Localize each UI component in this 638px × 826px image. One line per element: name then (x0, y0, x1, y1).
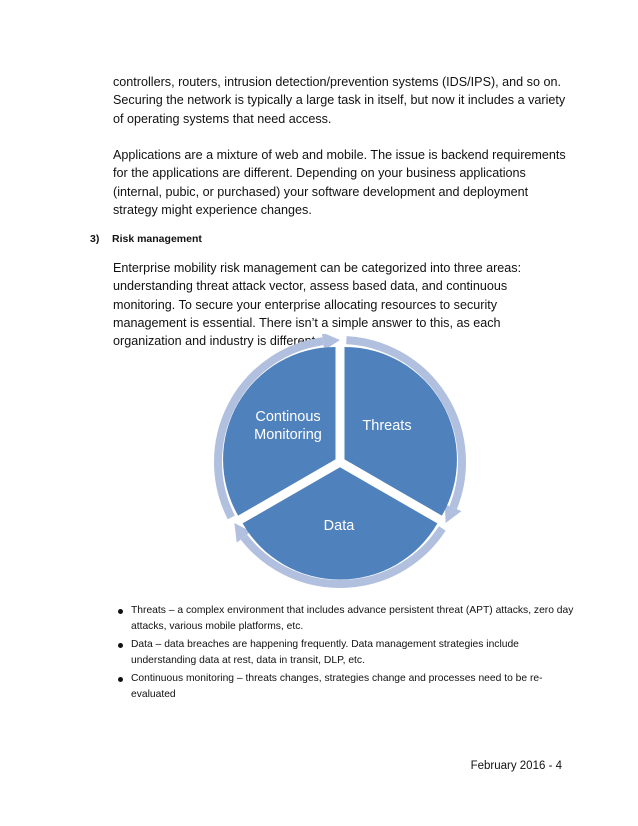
paragraph-network: controllers, routers, intrusion detection/prevention systems (IDS/IPS), and so on. Securing the network is typically a large task in itself, but now it includes a variety of operating systems that need access. (113, 75, 566, 126)
risk-cycle-diagram (212, 334, 468, 590)
section-title: Risk management (112, 233, 202, 245)
segment-label-threats: Threats (362, 418, 412, 434)
segment-label-monitoring-line1: Continous (255, 409, 321, 425)
bullet-dot-icon (118, 643, 123, 648)
list-item (118, 637, 578, 668)
list-item (118, 603, 578, 634)
paragraph-risk-management: Enterprise mobility risk management can be categorized into three areas: understanding threat attack vector, assess based data, and continuous monitoring. To secure your enterprise allocating resources to security management is essential. There isn’t a simple answer to this, as each organization and industry is different. (113, 261, 522, 349)
bullet-dot-icon (118, 609, 123, 614)
list-item (118, 671, 578, 702)
bullet-text: Threats – a complex environment that includes advance persistent threat (APT) attacks, zero day attacks, various mobile platforms, etc. (131, 605, 574, 632)
section-number: 3) (90, 233, 100, 245)
paragraph-applications: Applications are a mixture of web and mobile. The issue is backend requirements for the applications are different. Depending on your business applications (internal, pubic, or purchased) your software development and deployment strategy might experience changes. (113, 148, 566, 217)
page-footer: February 2016 - 4 (470, 760, 562, 772)
bullet-list (118, 603, 578, 706)
bullet-dot-icon (118, 677, 123, 682)
section-heading (90, 233, 202, 245)
segment-label-monitoring-line2: Monitoring (254, 427, 322, 443)
segment-label-data: Data (323, 518, 355, 534)
bullet-text: Data – data breaches are happening frequently. Data management strategies include understanding data at rest, data in transit, DLP, etc. (131, 639, 519, 666)
bullet-text: Continuous monitoring – threats changes, strategies change and processes need to be re-evaluated (131, 673, 543, 700)
